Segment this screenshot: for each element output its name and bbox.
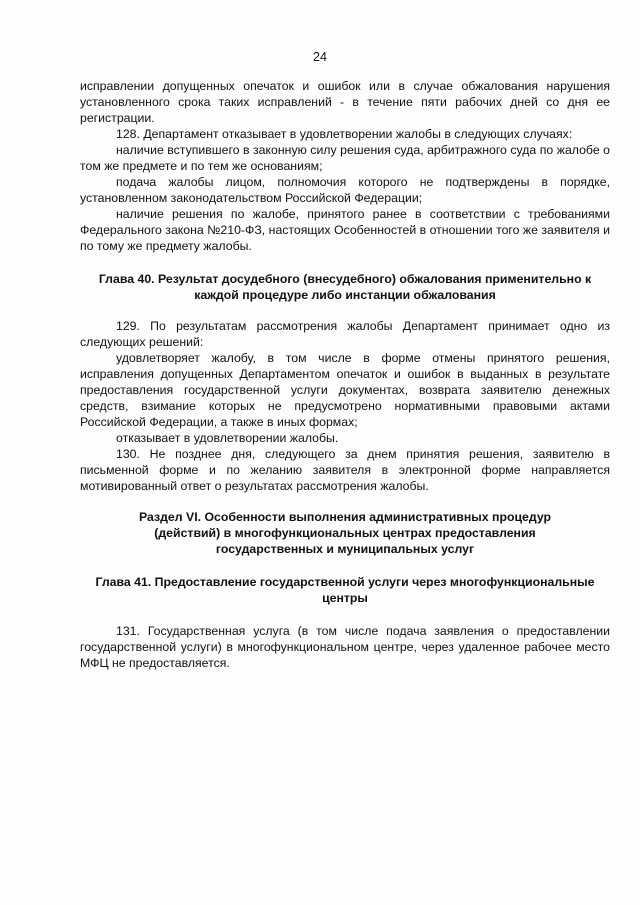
list-item-court-decision: наличие вступившего в законную силу решения суда, арбитражного суда по жалобе о том же предмете и по тем же основаниям;: [80, 143, 610, 173]
paragraph-continuation: исправлении допущенных опечаток и ошибок или в случае обжалования нарушения установленного срока таких исправлений - в течение пяти рабочих дней со дня ее регистрации.: [80, 79, 610, 125]
paragraph-129: 129. По результатам рассмотрения жалобы Департамент принимает одно из следующих решений:: [80, 319, 610, 349]
list-item-previous-decision: наличие решения по жалобе, принятого ранее в соответствии с требованиями Федерального закона №210-ФЗ, настоящих Особенностей в отношении того же заявителя и по тому же предмету жалобы.: [80, 207, 610, 253]
page-content: [80, 78, 610, 671]
chapter-41-heading: Глава 41. Предоставление государственной услуги через многофункциональные центры: [95, 575, 595, 605]
paragraph-131: 131. Государственная услуга (в том числе подача заявления о предоставлении государственной услуги) в многофункциональном центре, через удаленное рабочее место МФЦ не предоставляется.: [80, 624, 610, 670]
chapter-40-heading: Глава 40. Результат досудебного (внесудебного) обжалования применительно к каждой процедуре либо инстанции обжалования: [98, 272, 592, 302]
paragraph-128: 128. Департамент отказывает в удовлетворении жалобы в следующих случаях:: [116, 127, 573, 141]
list-item-satisfy-complaint: удовлетворяет жалобу, в том числе в форме отмены принятого решения, исправления допущенных Департаментом опечаток и ошибок в выданных в результате предоставления государственной услуги документах, возврата заявителю денежных средств, взимание которых не предусмотрено нормативными правовыми актами Российской Федерации, а также в иных формах;: [80, 351, 610, 429]
paragraph-130: 130. Не позднее дня, следующего за днем принятия решения, заявителю в письменной форме и по желанию заявителя в электронной форме направляется мотивированный ответ о результатах рассмотрения жалобы.: [80, 447, 610, 493]
list-item-unauthorized-person: подача жалобы лицом, полномочия которого не подтверждены в порядке, установленном законодательством Российской Федерации;: [80, 175, 610, 205]
section-6-heading: Раздел VI. Особенности выполнения административных процедур (действий) в многофункциональных центрах предоставления государственных и муниципальных услуг: [138, 510, 552, 556]
list-item-reject-complaint: отказывает в удовлетворении жалобы.: [116, 431, 339, 445]
page-number: 24: [313, 50, 327, 64]
